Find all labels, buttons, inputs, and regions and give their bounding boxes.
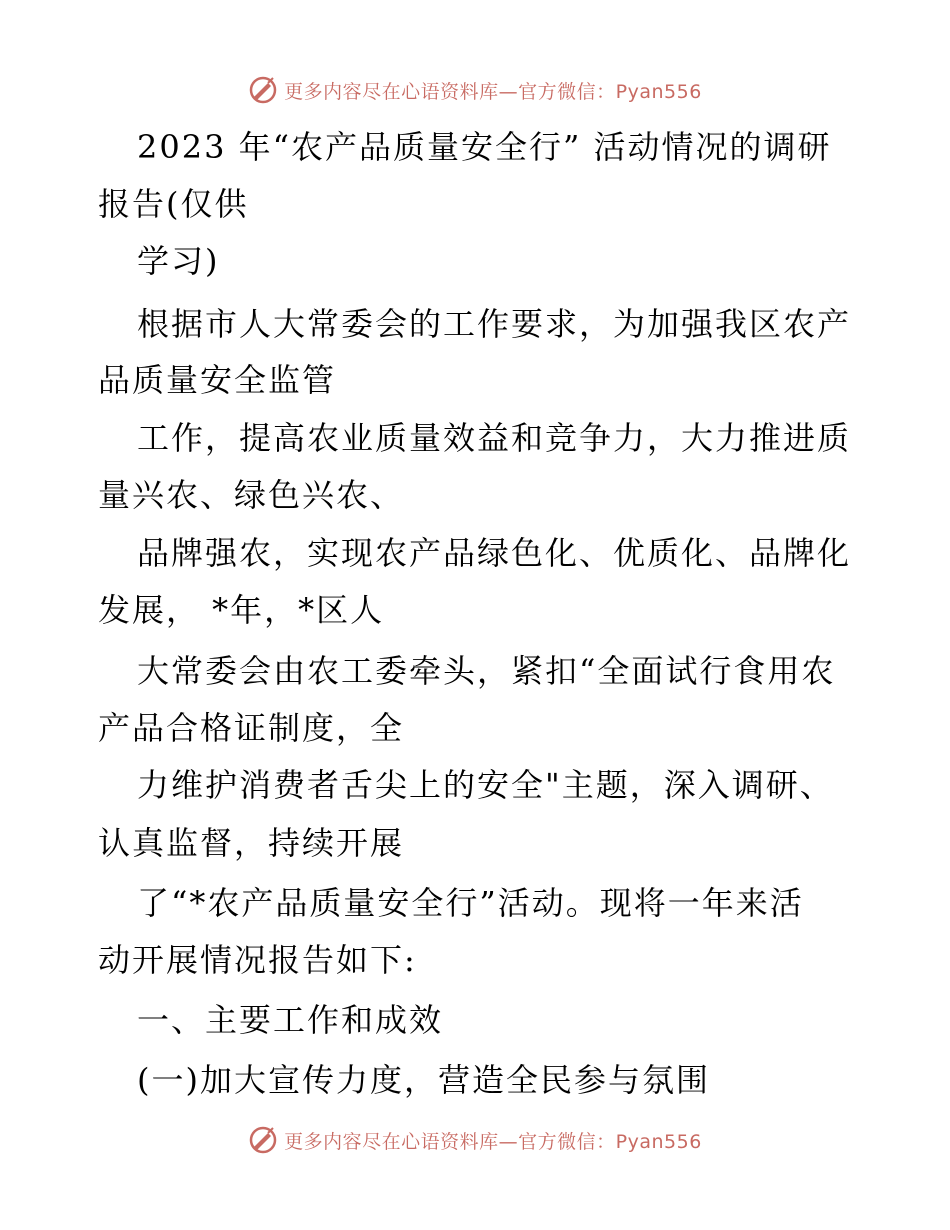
paragraph-line: 认真监督，持续开展 xyxy=(98,824,405,862)
title-line-2: 报告(仅供 xyxy=(98,185,249,223)
subsection-heading: (一)加大宣传力度，营造全民参与氛围 xyxy=(137,1061,710,1099)
watermark-text: 更多内容尽在心语资料库—官方微信：Pyan556 xyxy=(284,80,702,103)
paragraph-line: 根据市人大常委会的工作要求，为加强我区农产 xyxy=(137,305,852,343)
section-heading: 一、主要工作和成效 xyxy=(137,1001,444,1039)
paragraph-line: 品牌强农，实现农产品绿色化、优质化、品牌化 xyxy=(137,534,852,572)
quill-seal-icon xyxy=(248,75,278,105)
footer-watermark xyxy=(0,1120,950,1160)
watermark-text: 更多内容尽在心语资料库—官方微信：Pyan556 xyxy=(284,1130,702,1153)
paragraph-line: 品质量安全监管 xyxy=(98,361,337,399)
paragraph-line: 产品合格证制度，全 xyxy=(98,709,405,747)
title-line-3: 学习) xyxy=(137,242,220,280)
paragraph-line: 了“*农产品质量安全行”活动。现将一年来活 xyxy=(137,884,804,922)
paragraph-line: 动开展情况报告如下: xyxy=(98,941,417,979)
paragraph-line: 发展， *年，*区人 xyxy=(98,591,385,629)
quill-seal-icon xyxy=(248,1125,278,1155)
paragraph-line: 工作，提高农业质量效益和竞争力，大力推进质 xyxy=(137,419,852,457)
paragraph-line: 大常委会由农工委牵头，紧扣“全面试行食用农 xyxy=(137,652,836,690)
title-line-1: 2023 年“农产品质量安全行” 活动情况的调研 xyxy=(137,128,832,166)
paragraph-line: 量兴农、绿色兴农、 xyxy=(98,476,405,514)
paragraph-line: 力维护消费者舌尖上的安全"主题，深入调研、 xyxy=(137,766,834,804)
header-watermark xyxy=(0,70,950,110)
